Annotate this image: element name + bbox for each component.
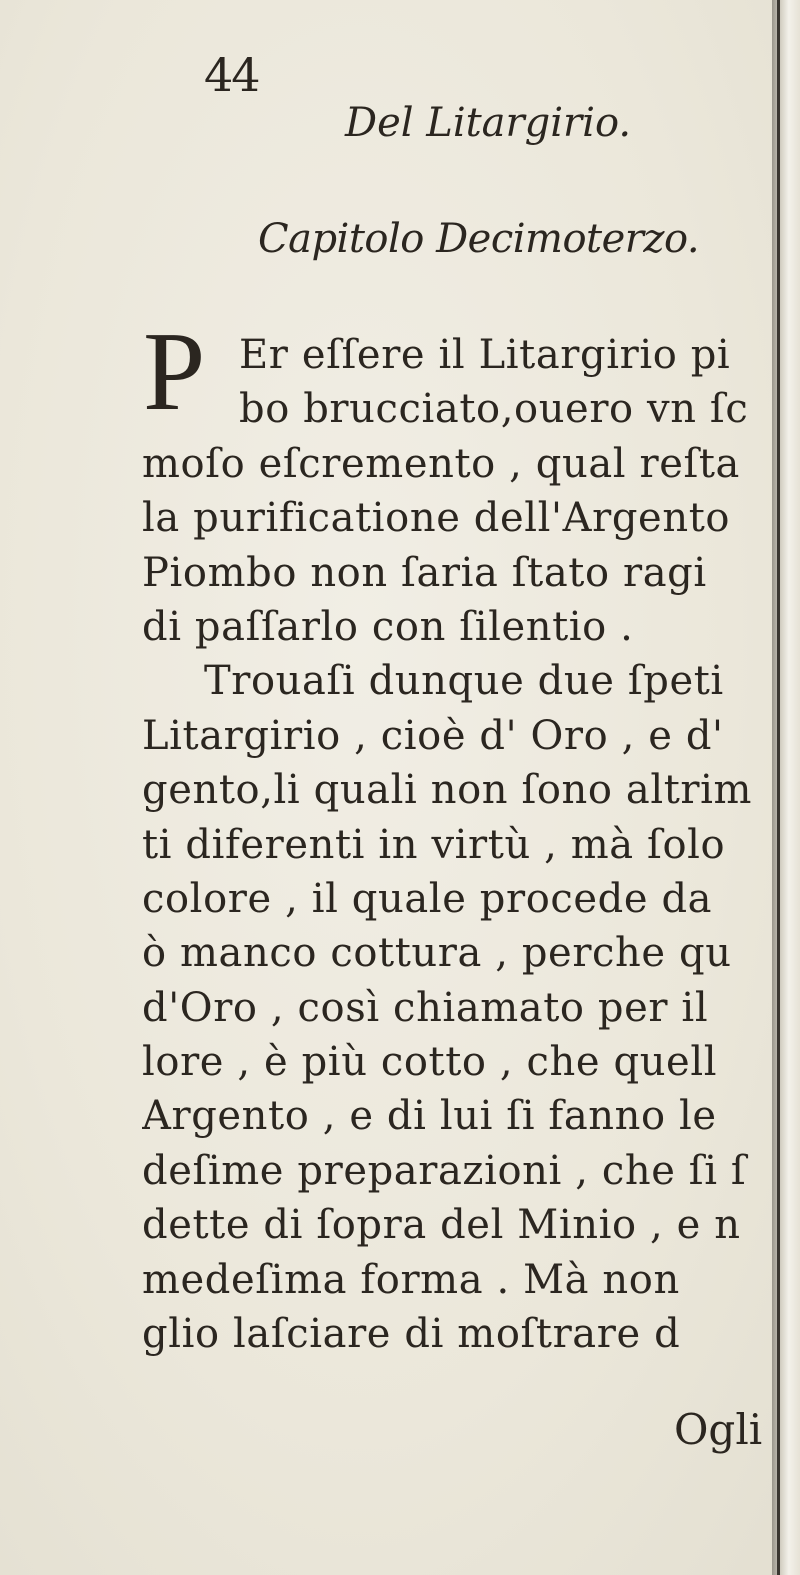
catchword: Ogli	[674, 1405, 763, 1454]
text-line: moſo eſcremento , qual reſta	[142, 440, 740, 487]
text-line: lore , è più cotto , che quell	[142, 1039, 718, 1086]
text-line: dette di ſopra del Minio , e n	[142, 1202, 741, 1249]
body-text	[142, 328, 782, 1361]
text-line: la purificatione dell'Argento	[142, 495, 731, 542]
text-line: medeſima forma . Mà non	[142, 1256, 680, 1303]
text-line: Piombo non ſaria ſtato ragi	[142, 549, 707, 596]
text-line: Trouaſi dunque due ſpeti	[204, 658, 724, 705]
text-line: Litargirio , cioè d' Oro , e d'	[142, 712, 724, 759]
chapter-title: Capitolo Decimoterzo.	[258, 216, 700, 262]
text-line: bo brucciato,ouero vn ſc	[239, 386, 749, 433]
text-line: d'Oro , così chiamato per il	[142, 984, 709, 1031]
text-line: ò manco cottura , perche qu	[142, 930, 732, 977]
text-line: deſime preparazioni , che ſi ſ	[142, 1147, 747, 1194]
text-line: Argento , e di lui ſi fanno le	[142, 1093, 717, 1140]
text-line: ti diferenti in virtù , mà ſolo	[142, 821, 726, 868]
running-head: Del Litargirio.	[345, 100, 632, 146]
text-line: gento,li quali non ſono altrim	[142, 767, 753, 814]
page-number: 44	[204, 48, 259, 102]
drop-cap: P	[143, 310, 206, 434]
text-line: glio laſciare di moſtrare d	[142, 1311, 681, 1358]
text-line: Er eſſere il Litargirio pi	[239, 332, 731, 378]
text-line: di paſſarlo con ſilentio .	[142, 603, 634, 650]
text-line: colore , il quale procede da	[142, 875, 713, 922]
